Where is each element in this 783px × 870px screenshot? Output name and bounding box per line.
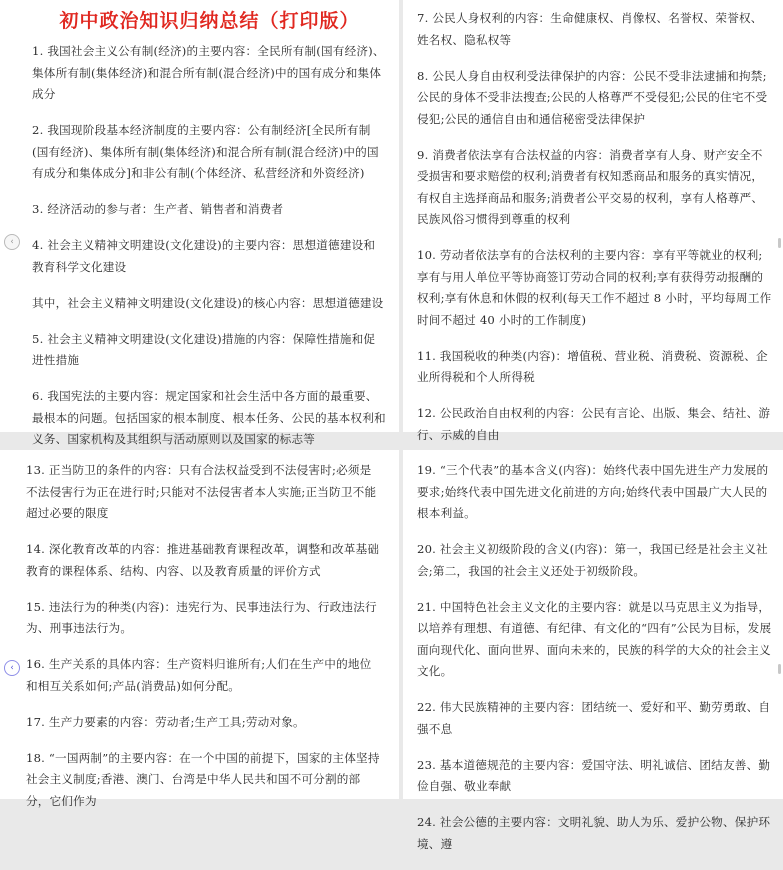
list-item: 21. 中国特色社会主义文化的主要内容：就是以马克思主义为指导，以培养有理想、有道德、有纪律、有文化的“四有”公民为目标，发展面向现代化、面向世界、面向未来的，民族的科学的大众的社会主义文化。: [417, 599, 772, 678]
list-item: 13. 正当防卫的条件的内容：只有合法权益受到不法侵害时;必须是不法侵害行为正在进行时;只能对不法侵害者本人实施;正当防卫不能超过必要的限度: [26, 463, 377, 520]
page-4-content: [417, 460, 773, 870]
list-item: 8. 公民人身自由权利受法律保护的内容：公民不受非法逮捕和拘禁;公民的身体不受非法搜查;公民的人格尊严不受侵犯;公民的住宅不受侵犯;公民的通信自由和通信秘密受法律保护: [417, 68, 768, 126]
list-item: 20. 社会主义初级阶段的含义(内容)：第一，我国已经是社会主义社会;第二，我国的社会主义还处于初级阶段。: [417, 542, 768, 578]
scroll-edge-indicator: [778, 238, 781, 248]
list-item: 2. 我国现阶段基本经济制度的主要内容：公有制经济[全民所有制(国有经济)、集体所有制(集体经济)和混合所有制(混合经济)中的国有成分和集体成分]和非公有制(个体经济、私营经济和外资经济): [32, 123, 379, 180]
document-page-2: [403, 0, 783, 442]
list-item: 22. 伟大民族精神的主要内容：团结统一、爱好和平、勤劳勇敢、自强不息: [417, 700, 771, 736]
document-page-4: [403, 450, 783, 851]
list-item: 14. 深化教育改革的内容：推进基础教育课程改革，调整和改革基础教育的课程体系、结构、内容、以及教育质量的评价方式: [26, 542, 380, 578]
list-item: 3. 经济活动的参与者：生产者、销售者和消费者: [32, 202, 284, 216]
prev-page-active-icon[interactable]: ‹: [4, 660, 20, 676]
prev-page-icon[interactable]: ‹: [4, 234, 20, 250]
list-item: 5. 社会主义精神文明建设(文化建设)措施的内容：保障性措施和促进性措施: [32, 331, 376, 367]
list-item: 16. 生产关系的具体内容：生产资料归谁所有;人们在生产中的地位和相互关系如何;产品(消费品)如何分配。: [26, 657, 372, 693]
list-item: 17. 生产力要素的内容：劳动者;生产工具;劳动对象。: [26, 714, 305, 729]
list-item: 10. 劳动者依法享有的合法权利的主要内容：享有平等就业的权利;享有与用人单位平等协商签订劳动合同的权利;享有获得劳动报酬的权利;享有休息和休假的权利(每天工作不超过 8 小时，平均每周工作时间不超过 40 小时的工作制度): [417, 248, 772, 327]
list-item: 19. “三个代表”的基本含义(内容)：始终代表中国先进生产力发展的要求;始终代表中国先进文化前进的方向;始终代表中国最广大人民的根本利益。: [417, 463, 769, 520]
document-page-3: [0, 450, 399, 808]
document-title: 初中政治知识归纳总结（打印版）: [59, 10, 360, 32]
list-item: 其中，社会主义精神文明建设(文化建设)的核心内容：思想道德建设: [32, 295, 384, 310]
list-item: 9. 消费者依法享有合法权益的内容：消费者享有人身、财产安全不受损害和要求赔偿的权利;消费者有权知悉商品和服务的真实情况，有权自主选择商品和服务;消费者公平交易的权利，享有人格尊严、民族风俗习惯得到尊重的权利: [417, 147, 764, 226]
list-item: 7. 公民人身权利的内容：生命健康权、肖像权、名誉权、荣誉权、姓名权、隐私权等: [417, 11, 763, 47]
list-item: 1. 我国社会主义公有制(经济)的主要内容：全民所有制(国有经济)、集体所有制(集体经济)和混合所有制(混合经济)中的国有成分和集体成分: [32, 44, 385, 101]
scroll-edge-indicator: [778, 664, 781, 674]
list-item: 18. “一国两制”的主要内容：在一个中国的前提下，国家的主体坚持社会主义制度;香港、澳门、台湾是中华人民共和国不可分割的部分，它们作为: [26, 750, 380, 808]
list-item: 11. 我国税收的种类(内容)：增值税、营业税、消费税、资源税、企业所得税和个人所得税: [417, 348, 768, 384]
list-item: 12. 公民政治自由权利的内容：公民有言论、出版、集会、结社、游行、示威的自由: [417, 406, 771, 442]
page-2-content: [417, 8, 773, 461]
page-3-content: [26, 460, 383, 827]
page-1-content: [32, 8, 387, 465]
list-item: 4. 社会主义精神文明建设(文化建设)的主要内容：思想道德建设和教育科学文化建设: [32, 238, 376, 274]
list-item: 24. 社会公德的主要内容：文明礼貌、助人为乐、爱护公物、保护环境、遵: [417, 815, 771, 851]
list-item: 6. 我国宪法的主要内容：规定国家和社会生活中各方面的最重要、最根本的问题。包括国家的根本制度、根本任务、公民的基本权利和义务、国家机构及其组织与活动原则以及国家的标志等: [32, 389, 386, 446]
document-page-1: [0, 0, 399, 446]
list-item: 23. 基本道德规范的主要内容：爱国守法、明礼诚信、团结友善、勤俭自强、敬业奉献: [417, 757, 771, 793]
list-item: 15. 违法行为的种类(内容)：违宪行为、民事违法行为、行政违法行为、刑事违法行为。: [26, 599, 377, 635]
